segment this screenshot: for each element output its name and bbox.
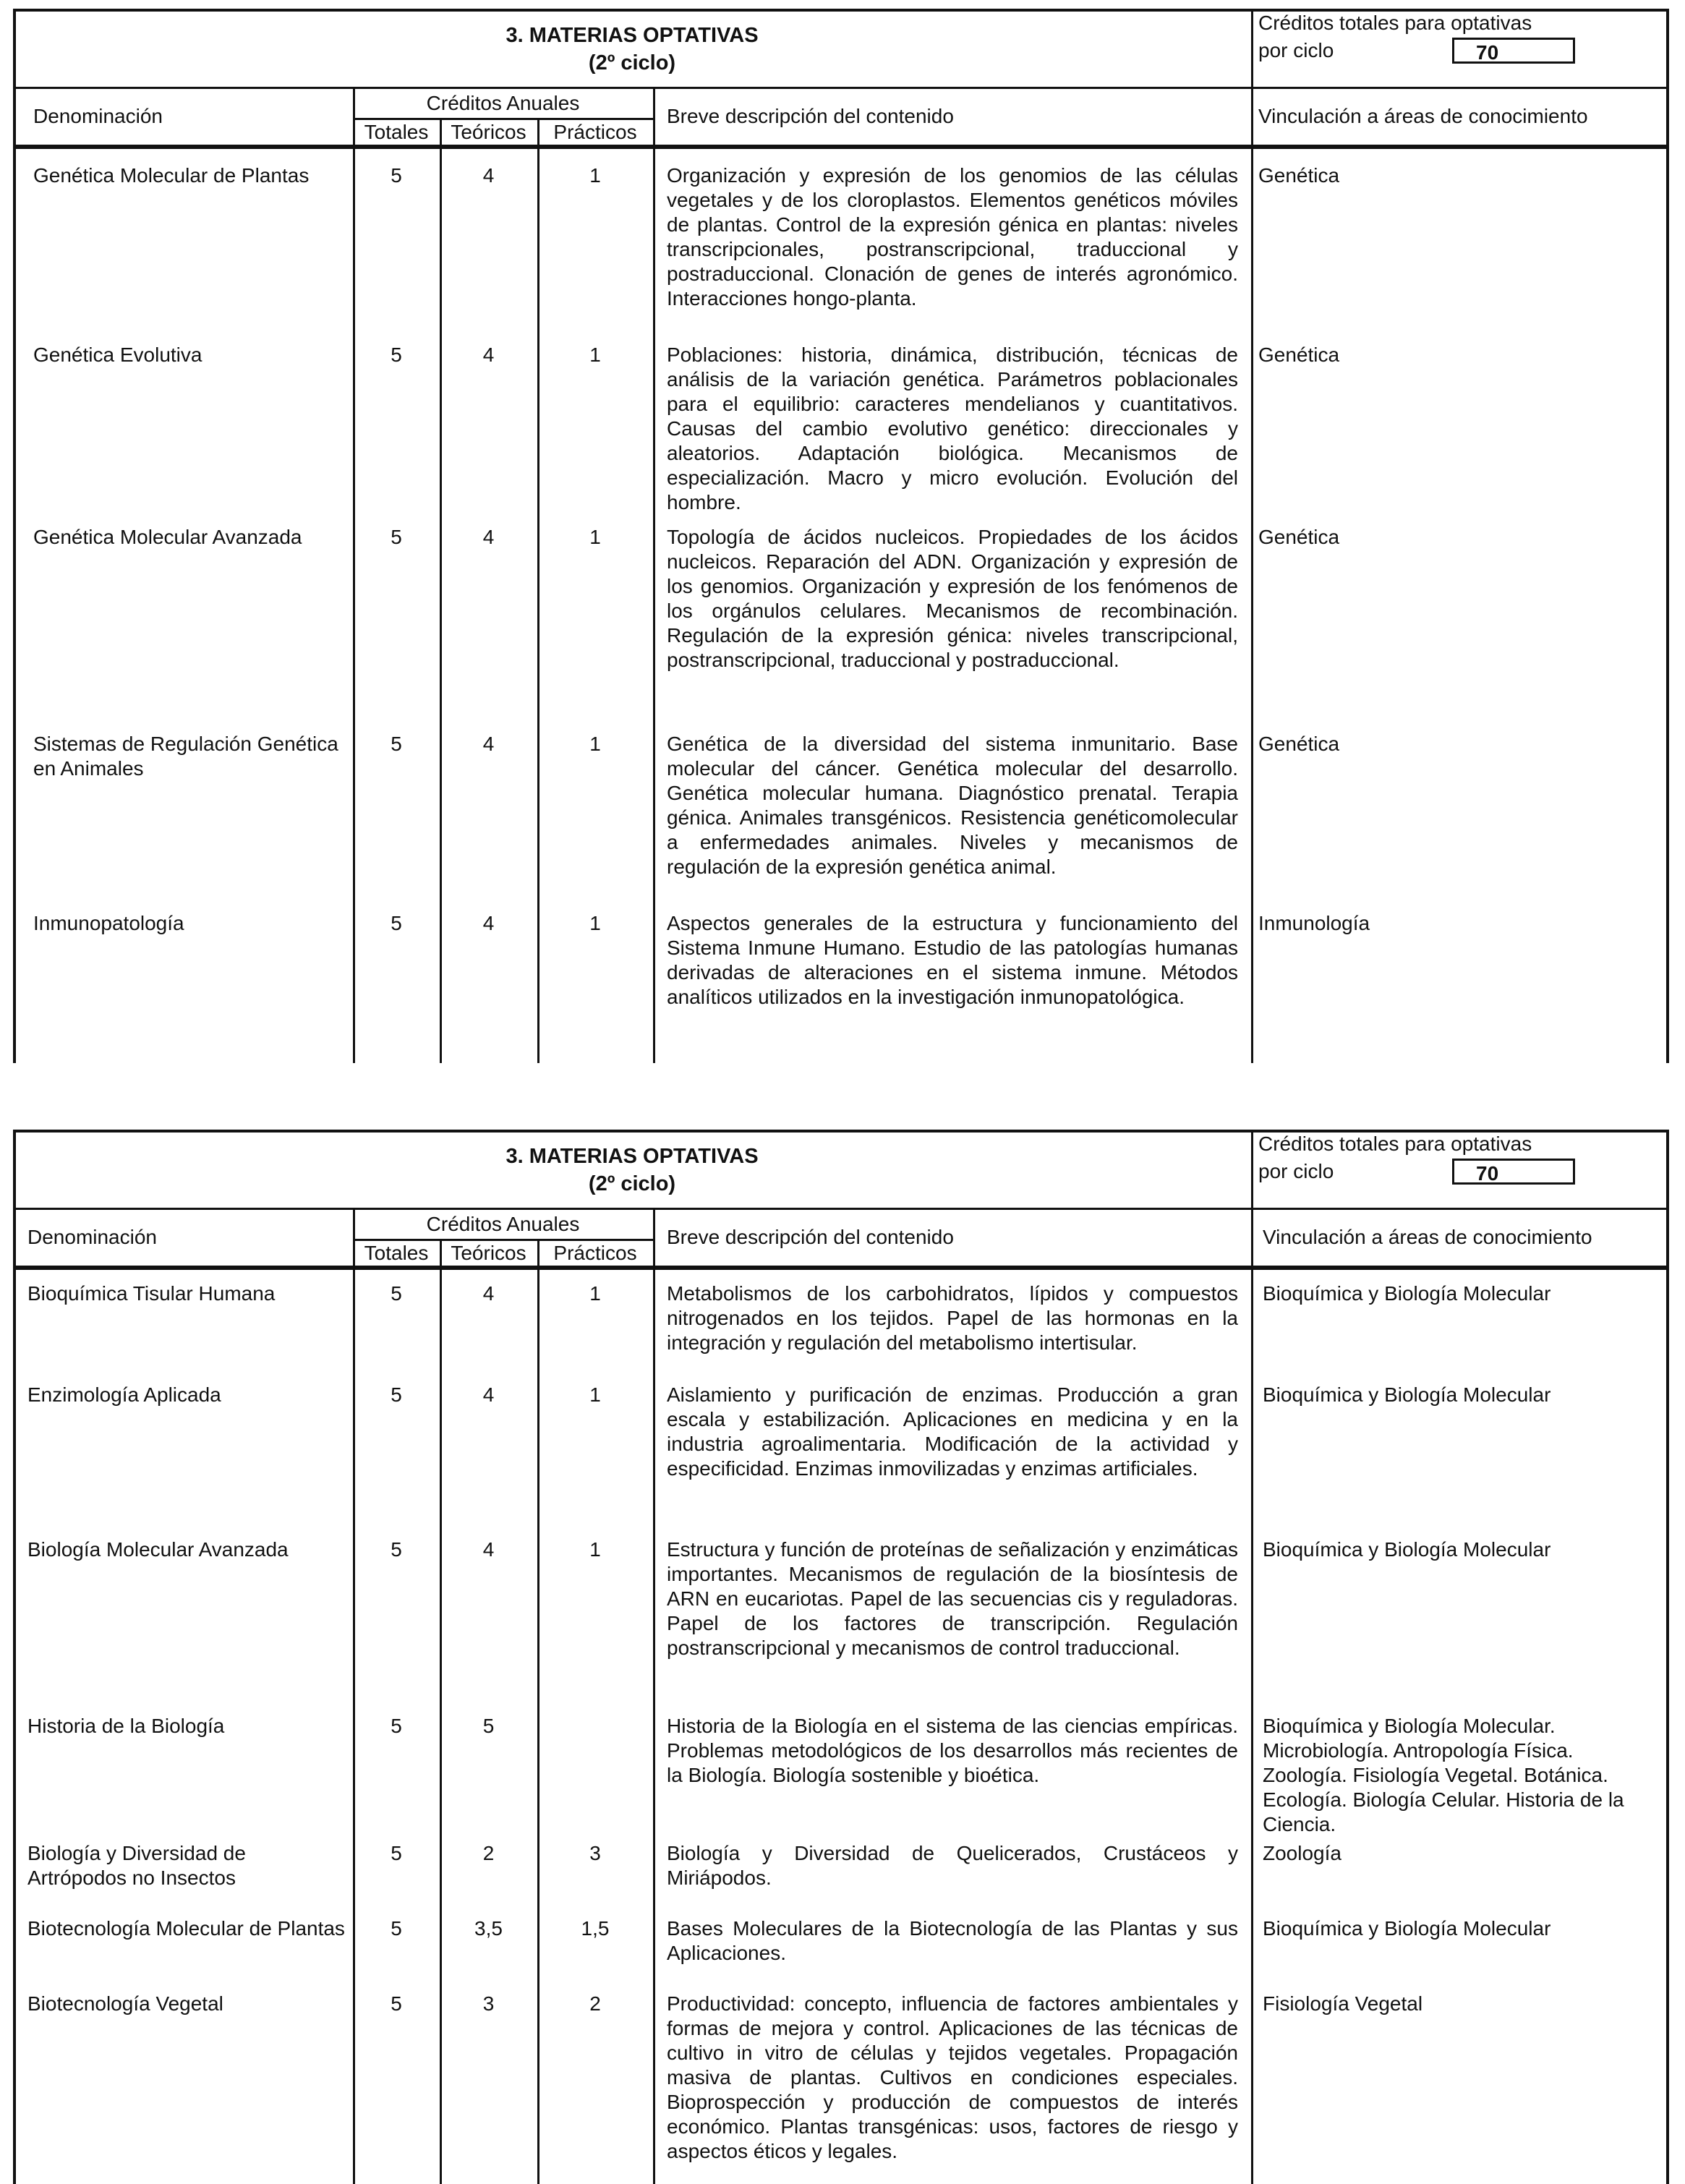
row-practicos: 1,5 — [581, 1917, 610, 1940]
row-totales: 5 — [391, 526, 402, 548]
col-header-vinculacion: Vinculación a áreas de conocimiento — [1258, 105, 1588, 127]
row-practicos: 1 — [589, 1282, 601, 1305]
column-divider — [1251, 9, 1253, 1063]
row-teoricos: 4 — [482, 912, 495, 934]
row-teoricos: 4 — [482, 164, 495, 187]
col-header-teoricos: Teóricos — [451, 121, 526, 143]
row-denominacion: Biotecnología Vegetal — [27, 1992, 223, 2015]
section-subtitle: (2º ciclo) — [588, 51, 676, 74]
row-vinculacion: Genética — [1258, 733, 1340, 755]
col-header-descripcion: Breve descripción del contenido — [667, 1226, 954, 1248]
row-teoricos: 5 — [482, 1715, 495, 1737]
row-practicos: 1 — [589, 733, 601, 755]
row-denominacion: Sistemas de Regulación Genética en Animales — [33, 733, 338, 780]
row-practicos: 1 — [589, 1383, 601, 1406]
row-teoricos: 4 — [482, 1282, 495, 1305]
row-teoricos: 3 — [482, 1992, 495, 2015]
row-totales: 5 — [391, 1383, 402, 1406]
section-title: 3. MATERIAS OPTATIVAS — [505, 1145, 759, 1168]
row-totales: 5 — [391, 1842, 402, 1864]
col-header-denominacion: Denominación — [33, 105, 163, 127]
row-teoricos: 4 — [482, 344, 495, 366]
left-border — [13, 9, 16, 1063]
row-practicos: 1 — [589, 912, 601, 934]
row-teoricos: 3,5 — [474, 1917, 503, 1940]
row-vinculacion: Bioquímica y Biología Molecular — [1263, 1917, 1551, 1940]
col-header-vinculacion: Vinculación a áreas de conocimiento — [1263, 1226, 1592, 1248]
row-totales: 5 — [391, 164, 402, 187]
row-denominacion: Bioquímica Tisular Humana — [27, 1282, 276, 1305]
right-border — [1666, 1130, 1669, 2184]
col-header-creditos-anuales: Créditos Anuales — [426, 1213, 580, 1235]
table-panel-2 — [13, 1130, 1669, 2184]
section-subtitle: (2º ciclo) — [588, 1172, 676, 1195]
col-header-descripcion: Breve descripción del contenido — [667, 105, 954, 127]
row-teoricos: 4 — [482, 1538, 495, 1561]
row-totales: 5 — [391, 733, 402, 755]
credits-label: Créditos totales para optativas — [1258, 12, 1532, 34]
row-practicos: 1 — [589, 164, 601, 187]
row-descripcion: Aspectos generales de la estructura y funcionamiento del Sistema Inmune Humano. Estudio de las patologías humanas derivadas de alteraciones en el sistema inmune. Métodos analíticos utilizados en la investigación inmunopatológica. — [667, 912, 1238, 1008]
row-denominacion: Historia de la Biología — [27, 1715, 225, 1737]
col-header-practicos: Prácticos — [553, 1242, 637, 1264]
row-vinculacion: Inmunología — [1258, 912, 1370, 934]
row-vinculacion: Fisiología Vegetal — [1263, 1992, 1423, 2015]
row-denominacion: Genética Molecular de Plantas — [33, 164, 310, 187]
row-denominacion: Biología y Diversidad de Artrópodos no Insectos — [27, 1842, 246, 1889]
credits-value-box: 70 — [1452, 1159, 1575, 1185]
row-totales: 5 — [391, 1917, 402, 1940]
row-vinculacion: Bioquímica y Biología Molecular — [1263, 1282, 1551, 1305]
row-teoricos: 4 — [482, 1383, 495, 1406]
row-practicos: 1 — [589, 344, 601, 366]
col-header-denominacion: Denominación — [27, 1226, 157, 1248]
header-bottom-border — [13, 145, 1669, 149]
col-header-totales: Totales — [364, 121, 429, 143]
row-practicos: 1 — [589, 526, 601, 548]
row-denominacion: Genética Molecular Avanzada — [33, 526, 302, 548]
row-totales: 5 — [391, 344, 402, 366]
column-divider — [653, 87, 655, 1063]
row-descripcion: Topología de ácidos nucleicos. Propiedades de los ácidos nucleicos. Reparación del ADN. Organización y expresión de los genomios. Organización y expresión de los fenómenos de los orgánulos celulares. Mecanismos de recombinación. Regulación de la expresión génica: niveles transcripcional, postranscripcional, traduccional y postraduccional. — [667, 526, 1238, 671]
row-vinculacion: Bioquímica y Biología Molecular — [1263, 1538, 1551, 1561]
column-divider — [1251, 1130, 1253, 2184]
row-teoricos: 4 — [482, 733, 495, 755]
row-descripcion: Estructura y función de proteínas de señalización y enzimáticas importantes. Mecanismos de regulación de la biosíntesis de ARN en eucariotas. Papel de las secuencias cis y reguladoras. Papel de los factores de transcripción. Regulación postranscripcional y mecanismos de control traduccional. — [667, 1538, 1238, 1659]
row-vinculacion: Bioquímica y Biología Molecular. Microbiología. Antropología Física. Zoología. Fisiología Vegetal. Botánica. Ecología. Biología Celular. Historia de la Ciencia. — [1263, 1715, 1624, 1835]
column-divider — [653, 1208, 655, 2184]
row-vinculacion: Genética — [1258, 526, 1340, 548]
col-header-totales: Totales — [364, 1242, 429, 1264]
row-totales: 5 — [391, 912, 402, 934]
row-practicos: 3 — [589, 1842, 601, 1864]
row-descripcion: Aislamiento y purificación de enzimas. Producción a gran escala y estabilización. Aplicaciones en medicina y en la industria agroalimentaria. Modificación de la actividad y especificidad. Enzimas inmovilizadas y enzimas artificiales. — [667, 1383, 1238, 1480]
left-border — [13, 1130, 16, 2184]
row-vinculacion: Genética — [1258, 164, 1340, 187]
col-header-teoricos: Teóricos — [451, 1242, 526, 1264]
header-divider — [13, 87, 1669, 89]
row-totales: 5 — [391, 1992, 402, 2015]
header-divider — [13, 1208, 1669, 1210]
row-vinculacion: Zoología — [1263, 1842, 1341, 1864]
row-denominacion: Biología Molecular Avanzada — [27, 1538, 289, 1561]
row-practicos: 2 — [589, 1992, 601, 2015]
col-header-practicos: Prácticos — [553, 121, 637, 143]
credits-label-cycle: por ciclo — [1258, 1160, 1334, 1182]
row-descripcion: Bases Moleculares de la Biotecnología de las Plantas y sus Aplicaciones. — [667, 1917, 1238, 1964]
section-title: 3. MATERIAS OPTATIVAS — [505, 24, 759, 47]
row-vinculacion: Genética — [1258, 344, 1340, 366]
row-totales: 5 — [391, 1715, 402, 1737]
table-panel-1 — [13, 9, 1669, 1063]
row-denominacion: Genética Evolutiva — [33, 344, 202, 366]
row-teoricos: 2 — [482, 1842, 495, 1864]
row-descripcion: Genética de la diversidad del sistema inmunitario. Base molecular del cáncer. Genética molecular del desarrollo. Genética molecular humana. Diagnóstico prenatal. Terapia génica. Animales transgénicos. Resistencia genéticomolecular a enfermedades animales. Niveles y mecanismos de regulación de la expresión genética animal. — [667, 733, 1238, 878]
row-descripcion: Biología y Diversidad de Quelicerados, Crustáceos y Miriápodos. — [667, 1842, 1238, 1889]
row-teoricos: 4 — [482, 526, 495, 548]
credits-label: Créditos totales para optativas — [1258, 1132, 1532, 1155]
row-denominacion: Biotecnología Molecular de Plantas — [27, 1917, 345, 1940]
credits-value-box: 70 — [1452, 38, 1575, 64]
row-descripcion: Organización y expresión de los genomios de las células vegetales y de los cloroplastos. Elementos genéticos móviles de plantas. Control de la expresión génica en plantas: niveles transcripcionales, postranscripcional, traduccional y postraduccional. Clonación de genes de interés agronómico. Interacciones hongo-planta. — [667, 164, 1238, 310]
row-descripcion: Poblaciones: historia, dinámica, distribución, técnicas de análisis de la variación genética. Parámetros poblacionales para el equilibrio: caracteres mendelianos y cuantitativos. Causas del cambio evolutivo genético: direccionales y aleatorios. Adaptación biológica. Mecanismos de especialización. Macro y micro evolución. Evolución del hombre. — [667, 344, 1238, 513]
credits-label-cycle: por ciclo — [1258, 39, 1334, 61]
row-totales: 5 — [391, 1282, 402, 1305]
row-descripcion: Metabolismos de los carbohidratos, lípidos y compuestos nitrogenados en los tejidos. Papel de las hormonas en la integración y regulación del metabolismo intertisular. — [667, 1282, 1238, 1354]
col-header-creditos-anuales: Créditos Anuales — [426, 92, 580, 114]
row-descripcion: Historia de la Biología en el sistema de las ciencias empíricas. Problemas metodológicos de los desarrollos más recientes de la Biología. Biología sostenible y bioética. — [667, 1715, 1238, 1786]
right-border — [1666, 9, 1669, 1063]
row-totales: 5 — [391, 1538, 402, 1561]
row-denominacion: Inmunopatología — [33, 912, 184, 934]
row-descripcion: Productividad: concepto, influencia de factores ambientales y formas de mejora y control. Aplicaciones de las técnicas de cultivo in vitro de células y tejidos vegetales. Propagación masiva de plantas. Cultivos en condiciones especiales. Bioprospección y producción de compuestos de interés económico. Plantas transgénicas: usos, factores de riesgo y aspectos éticos y legales. — [667, 1992, 1238, 2162]
header-bottom-border — [13, 1266, 1669, 1270]
row-practicos: 1 — [589, 1538, 601, 1561]
row-denominacion: Enzimología Aplicada — [27, 1383, 221, 1406]
row-vinculacion: Bioquímica y Biología Molecular — [1263, 1383, 1551, 1406]
